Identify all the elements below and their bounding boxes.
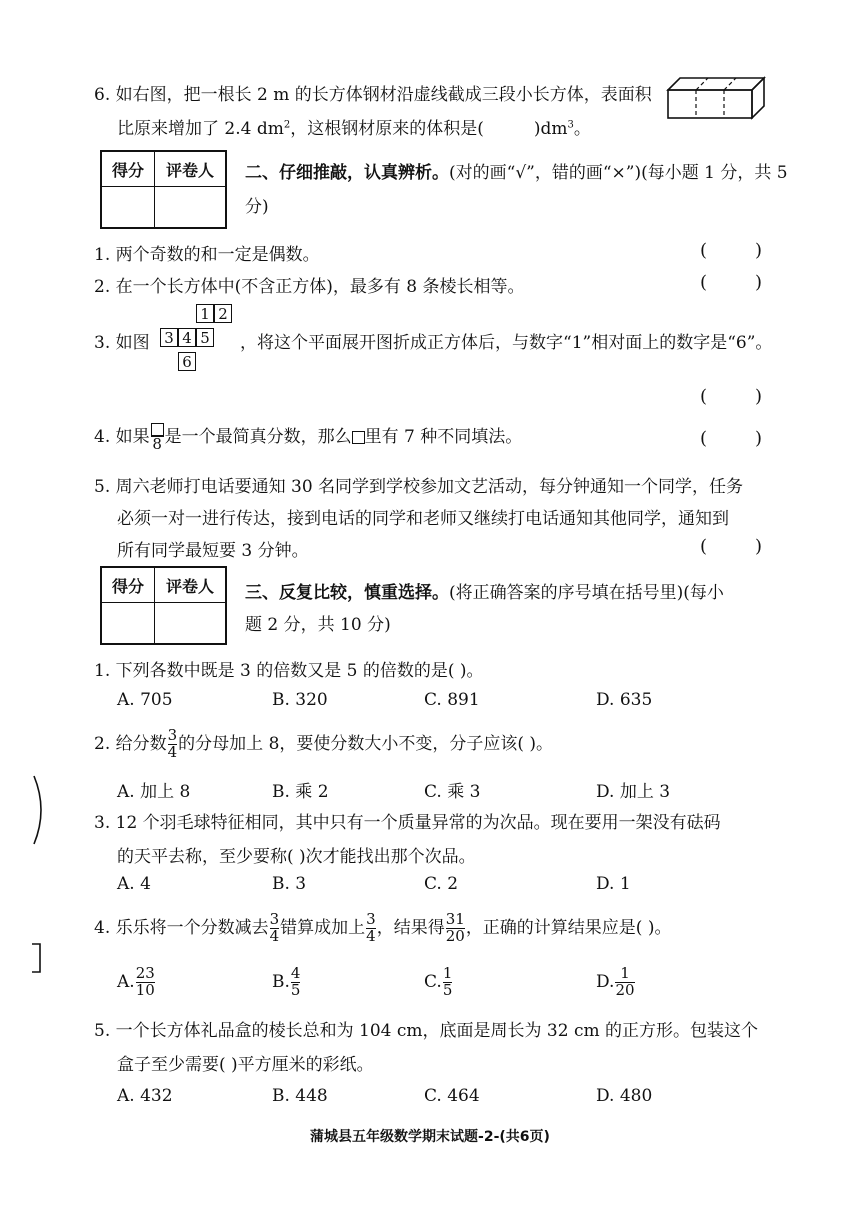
fraction-3-4: $\frac{3}{4}$ [167,726,178,761]
grader-cell[interactable] [155,603,227,645]
q6-line2: 比原来增加了 2.4 $dm^2$，这根钢材原来的体积是( )$dm^3$。 [117,119,591,139]
grader-label: 评卷人 [155,151,227,187]
section2-heading: 二、仔细推敲，认真辨析。(对的画“√”，错的画“×”)(每小题 1 分，共 5 [245,163,788,183]
grade-box-section2 [100,150,227,229]
fraction-31-20: $\frac{31}{20}$ [445,910,465,945]
judge-item-5-line2: 必须一对一进行传达，接到电话的同学和老师又继续打电话通知其他同学，通知到 [117,509,729,529]
score-label: 得分 [101,151,155,187]
q5-option-d[interactable]: D. 480 [596,1086,653,1106]
judge-item-1: 1. 两个奇数的和一定是偶数。 [94,245,320,265]
q3-option-a[interactable]: A. 4 [117,874,151,894]
choice-q3-line1: 3. 12 个羽毛球特征相同，其中只有一个质量异常的为次品。现在要用一架没有砝码 [94,813,721,833]
q2-option-b[interactable]: B. 乘 2 [272,782,329,802]
page-footer: 蒲城县五年级数学期末试题-2-(共6页) [310,1129,550,1145]
q3-option-d[interactable]: D. 1 [596,874,631,894]
q5-option-c[interactable]: C. 464 [424,1086,480,1106]
answer-paren-4[interactable]: ( ) [700,428,762,449]
score-cell[interactable] [101,187,155,229]
q1-option-b[interactable]: B. 320 [272,690,328,710]
q4-option-d[interactable]: D. $\frac{1}{20}$ [596,964,635,999]
q4-option-a[interactable]: A. $\frac{23}{10}$ [117,964,155,999]
choice-q5-line1: 5. 一个长方体礼品盒的棱长总和为 104 cm，底面是周长为 32 cm 的正方形。包装这个 [94,1021,759,1041]
blank-square [352,431,365,444]
binding-mark-bracket [28,940,48,976]
grader-label: 评卷人 [155,567,227,603]
score-label: 得分 [101,567,155,603]
q3-option-b[interactable]: B. 3 [272,874,307,894]
choice-q5-line2: 盒子至少需要( )平方厘米的彩纸。 [117,1055,374,1075]
q2-option-a[interactable]: A. 加上 8 [117,782,191,802]
q3-option-c[interactable]: C. 2 [424,874,459,894]
section2-heading-cont: 分) [245,197,269,217]
answer-paren-3[interactable]: ( ) [700,386,762,407]
q6-line1: 6. 如右图，把一根长 2 m 的长方体钢材沿虚线截成三段小长方体，表面积 [94,85,652,105]
q4-option-c[interactable]: C. $\frac{1}{5}$ [424,964,453,999]
judge-item-4: 4. 如果 8 是一个最简真分数，那么 里有 7 种不同填法。 [94,422,522,452]
answer-paren-2[interactable]: ( ) [700,272,762,293]
choice-q1: 1. 下列各数中既是 3 的倍数又是 5 的倍数的是( )。 [94,661,484,681]
grade-box-section3 [100,566,227,645]
score-cell[interactable] [101,603,155,645]
q2-option-c[interactable]: C. 乘 3 [424,782,481,802]
q1-option-a[interactable]: A. 705 [117,690,173,710]
choice-q2: 2. 给分数 $\frac{3}{4}$ 的分母加上 8，要使分数大小不变，分子应该( )。 [94,726,554,761]
choice-q4: 4. 乐乐将一个分数减去 $\frac{3}{4}$ 错算成加上 $\frac{3}{4}$ ，结果得 $\frac{31}{20}$ ，正确的计算结果应是( )。 [94,910,672,945]
q5-option-a[interactable]: A. 432 [117,1086,173,1106]
choice-q3-line2: 的天平去称，至少要称( )次才能找出那个次品。 [117,847,476,867]
judge-item-3-pre: 3. 如图 [94,333,150,353]
q2-option-d[interactable]: D. 加上 3 [596,782,671,802]
steel-bar-figure [664,74,774,122]
fraction-3-4: $\frac{3}{4}$ [366,910,376,945]
judge-item-3: ，将这个平面展开图折成正方体后，与数字“1”相对面上的数字是“6”。 [240,333,773,353]
judge-item-2: 2. 在一个长方体中(不含正方体)，最多有 8 条棱长相等。 [94,277,525,297]
judge-item-5-line1: 5. 周六老师打电话要通知 30 名同学到学校参加文艺活动，每分钟通知一个同学，任务 [94,477,744,497]
judge-item-5-line3: 所有同学最短要 3 分钟。 [117,541,309,561]
answer-paren-1[interactable]: ( ) [700,240,762,261]
fraction-3-4: $\frac{3}{4}$ [269,910,280,945]
fraction-box-over-8: 8 [151,423,164,453]
section3-heading-cont: 题 2 分，共 10 分) [245,615,391,635]
q1-option-c[interactable]: C. 891 [424,690,480,710]
q5-option-b[interactable]: B. 448 [272,1086,328,1106]
cube-net-figure: 1 2 3 4 5 6 [148,304,248,374]
answer-paren-5[interactable]: ( ) [700,536,762,557]
section3-heading: 三、反复比较，慎重选择。(将正确答案的序号填在括号里)(每小 [245,583,724,603]
q1-option-d[interactable]: D. 635 [596,690,653,710]
q4-option-b[interactable]: B. $\frac{4}{5}$ [272,964,301,999]
blank-square [151,423,164,436]
grader-cell[interactable] [155,187,227,229]
binding-mark-arc [28,772,52,848]
